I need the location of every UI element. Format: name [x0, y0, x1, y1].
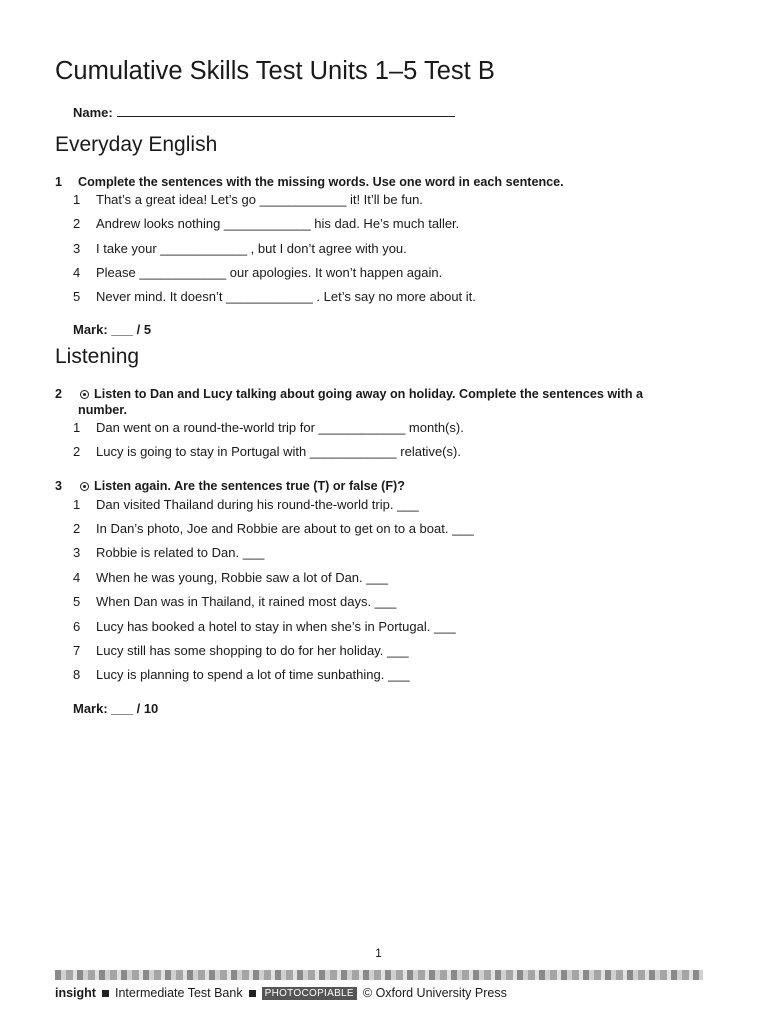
item-text: That’s a great idea! Let’s go ____________ it! It’ll be fun. [96, 192, 423, 207]
item-number: 3 [73, 241, 81, 256]
question-1-instruction [55, 174, 695, 190]
footer-publisher: © Oxford University Press [362, 986, 507, 1000]
page-number: 1 [375, 946, 382, 960]
q3-item [73, 642, 409, 660]
q2-item [73, 419, 464, 437]
q3-item [73, 569, 388, 587]
square-bullet-icon [102, 990, 109, 997]
question-2-instruction [55, 386, 695, 418]
q3-item [73, 496, 419, 514]
item-number: 3 [73, 545, 81, 560]
item-number: 1 [73, 420, 81, 435]
item-number: 4 [73, 570, 81, 585]
q1-item [73, 288, 476, 306]
name-row [73, 104, 455, 120]
item-text: Lucy is going to stay in Portugal with ____________ relative(s). [96, 444, 461, 459]
item-number: 2 [73, 216, 81, 231]
square-bullet-icon [249, 990, 256, 997]
audio-icon [80, 390, 89, 399]
q3-item [73, 544, 264, 562]
section-heading-listening: Listening [55, 345, 140, 368]
footer-product: Intermediate Test Bank [114, 986, 243, 1000]
q3-item [73, 593, 396, 611]
item-text: Never mind. It doesn’t ____________ . Let’s say no more about it. [96, 289, 476, 304]
item-number: 1 [73, 497, 81, 512]
mark-q1: Mark: ___ / 5 [73, 322, 152, 337]
page-title: Cumulative Skills Test Units 1–5 Test B [55, 57, 495, 85]
section-heading-everyday-english: Everyday English [55, 133, 218, 156]
item-text: Dan visited Thailand during his round-the-world trip. ___ [96, 497, 419, 512]
item-number: 8 [73, 667, 81, 682]
q2-item [73, 443, 461, 461]
q1-item [73, 240, 407, 258]
item-number: 5 [73, 289, 81, 304]
item-text: Andrew looks nothing ____________ his dad. He’s much taller. [96, 216, 460, 231]
instruction-text: Listen again. Are the sentences true (T) or false (F)? [94, 479, 405, 493]
question-number: 3 [55, 479, 63, 493]
item-number: 4 [73, 265, 81, 280]
q1-item [73, 191, 423, 209]
footer-brand: insight [55, 986, 96, 1000]
item-text: When he was young, Robbie saw a lot of Dan. ___ [96, 570, 388, 585]
q1-item [73, 264, 442, 282]
item-number: 5 [73, 594, 81, 609]
item-text: Lucy has booked a hotel to stay in when she’s in Portugal. ___ [96, 619, 456, 634]
q3-item [73, 618, 456, 636]
question-number: 1 [55, 175, 63, 189]
mark-q3: Mark: ___ / 10 [73, 701, 159, 716]
photocopiable-badge: PHOTOCOPIABLE [262, 987, 357, 1000]
item-text: I take your ____________ , but I don’t agree with you. [96, 241, 407, 256]
question-3-instruction [55, 478, 695, 494]
item-text: Please ____________ our apologies. It won’t happen again. [96, 265, 443, 280]
item-text: Dan went on a round-the-world trip for ____________ month(s). [96, 420, 464, 435]
footer [55, 986, 507, 1000]
item-number: 1 [73, 192, 81, 207]
item-number: 7 [73, 643, 81, 658]
audio-icon [80, 482, 89, 491]
q3-item [73, 666, 410, 684]
name-blank-line[interactable] [117, 104, 455, 117]
instruction-text: Listen to Dan and Lucy talking about going away on holiday. Complete the sentences with a number. [78, 387, 644, 417]
item-number: 6 [73, 619, 81, 634]
item-number: 2 [73, 521, 81, 536]
name-label: Name: [73, 105, 113, 120]
item-text: Lucy is planning to spend a lot of time sunbathing. ___ [96, 667, 410, 682]
item-number: 2 [73, 444, 81, 459]
question-number: 2 [55, 387, 63, 401]
q3-item [73, 520, 474, 538]
footer-decorative-band [55, 970, 703, 980]
q1-item [73, 215, 459, 233]
item-text: In Dan’s photo, Joe and Robbie are about to get on to a boat. ___ [96, 521, 474, 536]
item-text: Robbie is related to Dan. ___ [96, 545, 265, 560]
item-text: When Dan was in Thailand, it rained most days. ___ [96, 594, 397, 609]
instruction-text: Complete the sentences with the missing words. Use one word in each sentence. [78, 175, 564, 189]
item-text: Lucy still has some shopping to do for her holiday. ___ [96, 643, 409, 658]
